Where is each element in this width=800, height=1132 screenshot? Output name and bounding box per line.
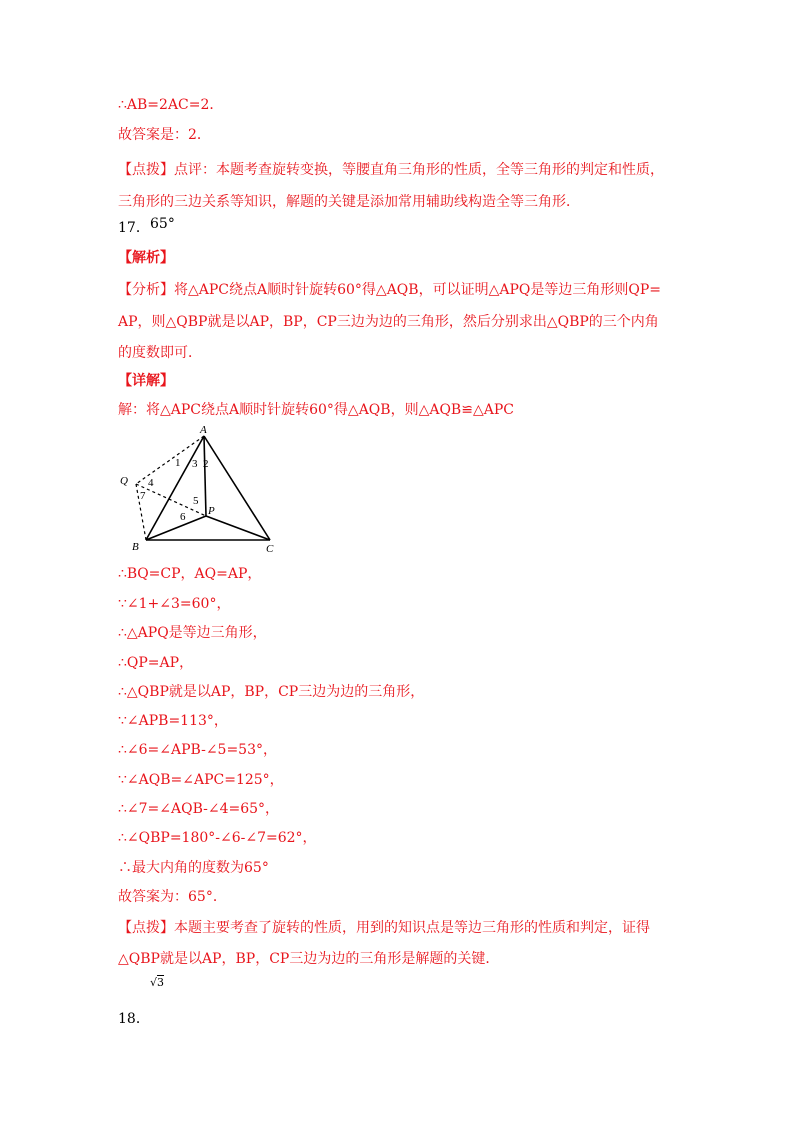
rotation-figure (118, 424, 278, 556)
text-line-4: 三角形的三边关系等知识，解题的关键是添加常用辅助线构造全等三角形． (118, 194, 580, 210)
text-line-26: 18． (118, 1011, 150, 1027)
text-line-5: 17． (118, 220, 150, 236)
text-line-25: △QBP就是以AP，BP，CP三边为边的三角形是解题的关键． (118, 951, 500, 967)
text-line-14: ∴△APQ是等边三角形， (118, 625, 267, 641)
text-line-8: AP，则△QBP就是以AP，BP，CP三边为边的三角形，然后分别求出△QBP的三个内角 (118, 314, 659, 330)
text-line-12: ∴BQ=CP，AQ=AP， (118, 566, 262, 582)
edge-CP (206, 516, 270, 540)
text-line-17: ∵∠APB=113°， (118, 713, 228, 729)
edge-AC (204, 436, 270, 540)
text-line-1: ∴AB=2AC=2． (118, 97, 224, 113)
text-line-19: ∵∠AQB=∠APC=125°， (118, 772, 284, 788)
label-Q: Q (120, 475, 128, 487)
text-line-3: 【点拨】点评：本题考查旋转变换，等腰直角三角形的性质，全等三角形的判定和性质， (118, 162, 664, 178)
text-line-15: ∴QP=AP， (118, 655, 194, 671)
label-4: 4 (148, 477, 154, 489)
label-5: 5 (193, 495, 199, 507)
text-line-10: 【详解】 (118, 373, 174, 389)
edge-AB (146, 436, 204, 540)
label-2: 2 (203, 458, 209, 470)
label-1: 1 (175, 457, 181, 469)
text-line-13: ∵∠1+∠3=60°， (118, 596, 231, 612)
answer-17: 65° (150, 216, 175, 232)
label-7: 7 (140, 490, 146, 502)
text-line-21: ∴∠QBP=180°-∠6-∠7=62°， (118, 830, 317, 846)
text-line-9: 的度数即可． (118, 345, 202, 361)
text-line-24: 【点拨】本题主要考查了旋转的性质，用到的知识点是等边三角形的性质和判定，证得 (118, 920, 650, 936)
edge-BP (146, 516, 206, 540)
edge-AP (204, 436, 206, 516)
label-C: C (266, 543, 274, 555)
text-line-20: ∴∠7=∠AQB-∠4=65°， (118, 801, 280, 817)
text-line-22: ∴最大内角的度数为65° (118, 860, 269, 876)
label-P: P (208, 505, 215, 517)
label-B: B (132, 541, 139, 553)
text-line-11: 解：将△APC绕点A顺时针旋转60°得△AQB，则△AQB≌△APC (118, 402, 514, 418)
text-line-6: 【解析】 (118, 250, 174, 266)
text-line-16: ∴△QBP就是以AP，BP，CP三边为边的三角形， (118, 684, 425, 700)
label-A: A (200, 424, 207, 436)
text-line-23: 故答案为：65°． (118, 889, 227, 905)
text-line-2: 故答案是：2． (118, 127, 211, 143)
text-line-18: ∴∠6=∠APB-∠5=53°， (118, 742, 277, 758)
answer-18-sqrt: √3 (150, 976, 165, 989)
label-3: 3 (192, 458, 198, 470)
label-6: 6 (180, 511, 186, 523)
text-line-7: 【分析】将△APC绕点A顺时针旋转60°得△AQB，可以证明△APQ是等边三角形则QP= (118, 282, 661, 298)
